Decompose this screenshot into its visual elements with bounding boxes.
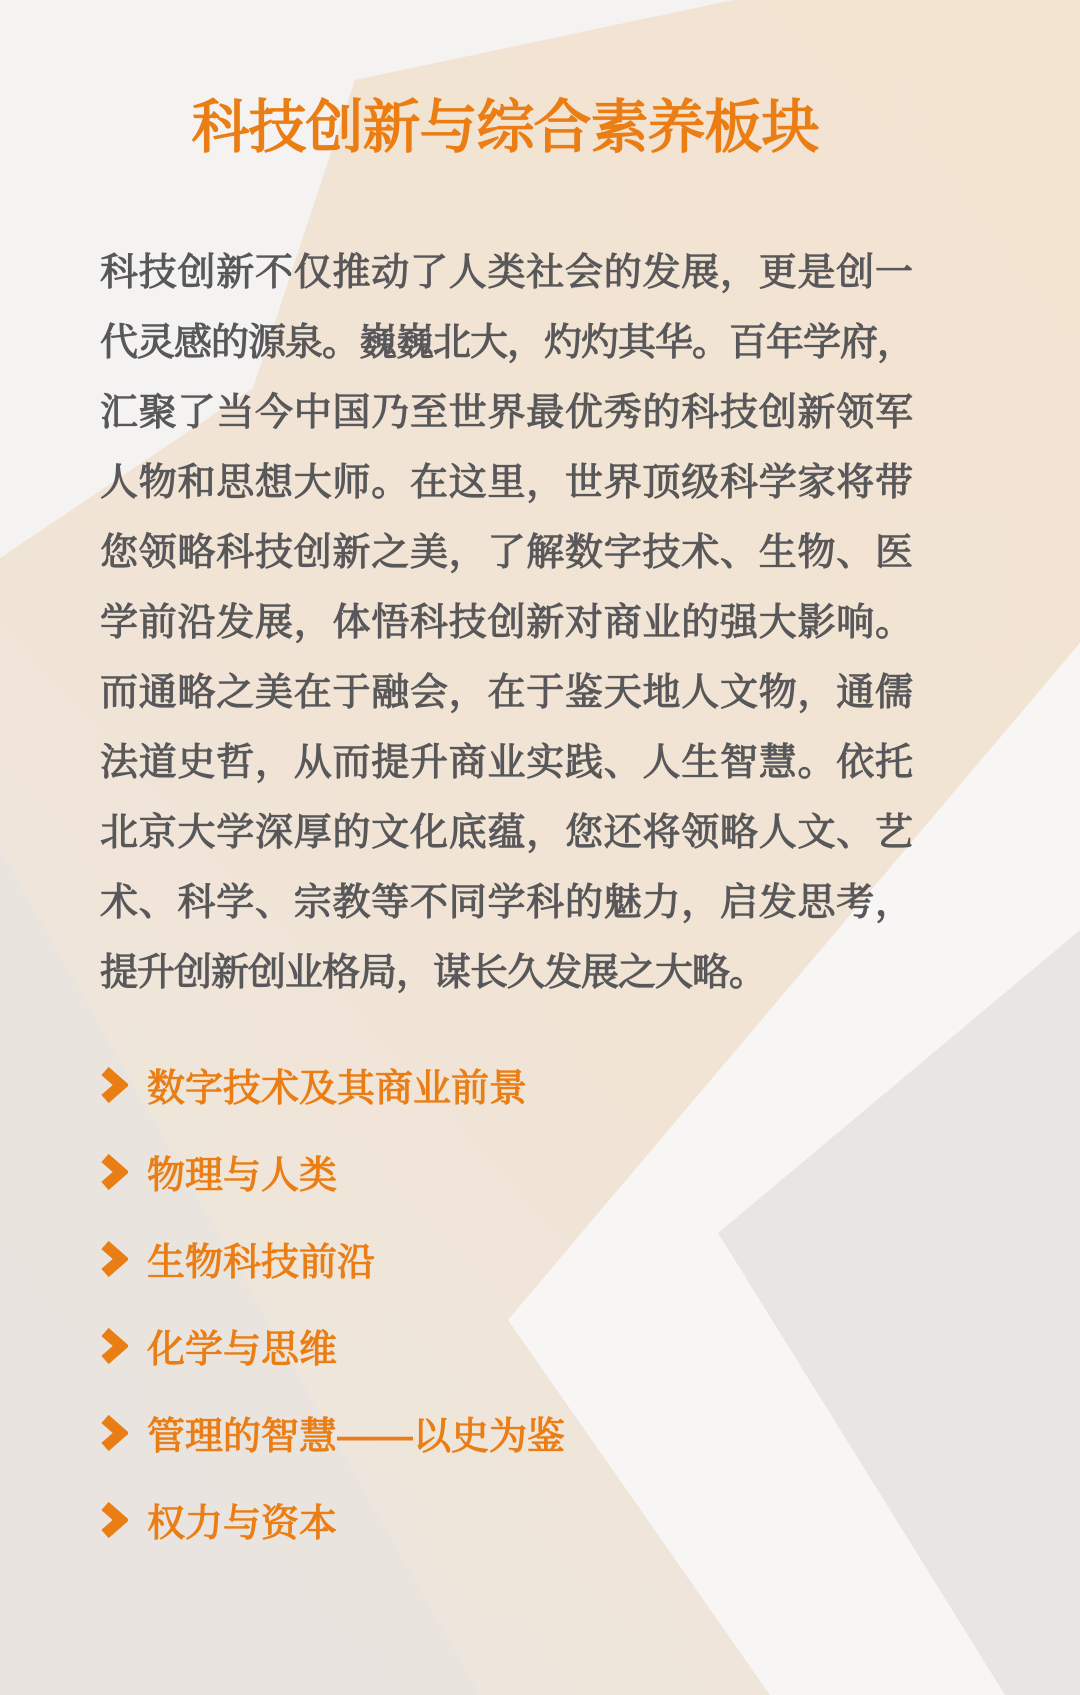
list-item — [100, 1389, 565, 1476]
paragraph-line: 术、科学、宗教等不同学科的魅力，启发思考， — [100, 882, 912, 924]
list-item — [100, 1476, 565, 1563]
paragraph-line: 汇聚了当今中国乃至世界最优秀的科技创新领军 — [100, 392, 912, 434]
paragraph-line: 提升创新创业格局，谋长久发展之大略。 — [100, 952, 767, 994]
topic-label: 化学与思维 — [147, 1329, 338, 1371]
paragraph-line: 而通略之美在于融会，在于鉴天地人文物，通儒 — [100, 672, 912, 714]
intro-paragraph — [100, 238, 915, 1008]
paragraph-line: 北京大学深厚的文化底蕴，您还将领略人文、艺 — [100, 812, 912, 854]
chevron-right-icon — [100, 1065, 128, 1105]
chevron-right-icon — [100, 1152, 128, 1192]
chevron-right-icon — [100, 1326, 128, 1366]
list-item — [100, 1041, 565, 1128]
paragraph-line: 学前沿发展，体悟科技创新对商业的强大影响。 — [100, 602, 912, 644]
topic-label: 管理的智慧——以史为鉴 — [147, 1416, 566, 1458]
list-item — [100, 1128, 565, 1215]
topic-label: 权力与资本 — [147, 1503, 338, 1545]
topic-label: 生物科技前沿 — [147, 1242, 376, 1284]
paragraph-line: 科技创新不仅推动了人类社会的发展，更是创一 — [100, 252, 912, 294]
topic-list — [100, 1041, 565, 1563]
paragraph-line: 法道史哲，从而提升商业实践、人生智慧。依托 — [100, 742, 912, 784]
list-item — [100, 1215, 565, 1302]
list-item — [100, 1302, 565, 1389]
paragraph-line: 您领略科技创新之美，了解数字技术、生物、医 — [100, 532, 912, 574]
page-title: 科技创新与综合素养板块 — [191, 95, 819, 160]
paragraph-line: 代灵感的源泉。巍巍北大，灼灼其华。百年学府， — [100, 322, 915, 364]
topic-label: 物理与人类 — [147, 1155, 338, 1197]
paragraph-line: 人物和思想大师。在这里，世界顶级科学家将带 — [100, 462, 912, 504]
chevron-right-icon — [100, 1239, 128, 1279]
topic-label: 数字技术及其商业前景 — [147, 1068, 528, 1110]
chevron-right-icon — [100, 1500, 128, 1540]
chevron-right-icon — [100, 1413, 128, 1453]
